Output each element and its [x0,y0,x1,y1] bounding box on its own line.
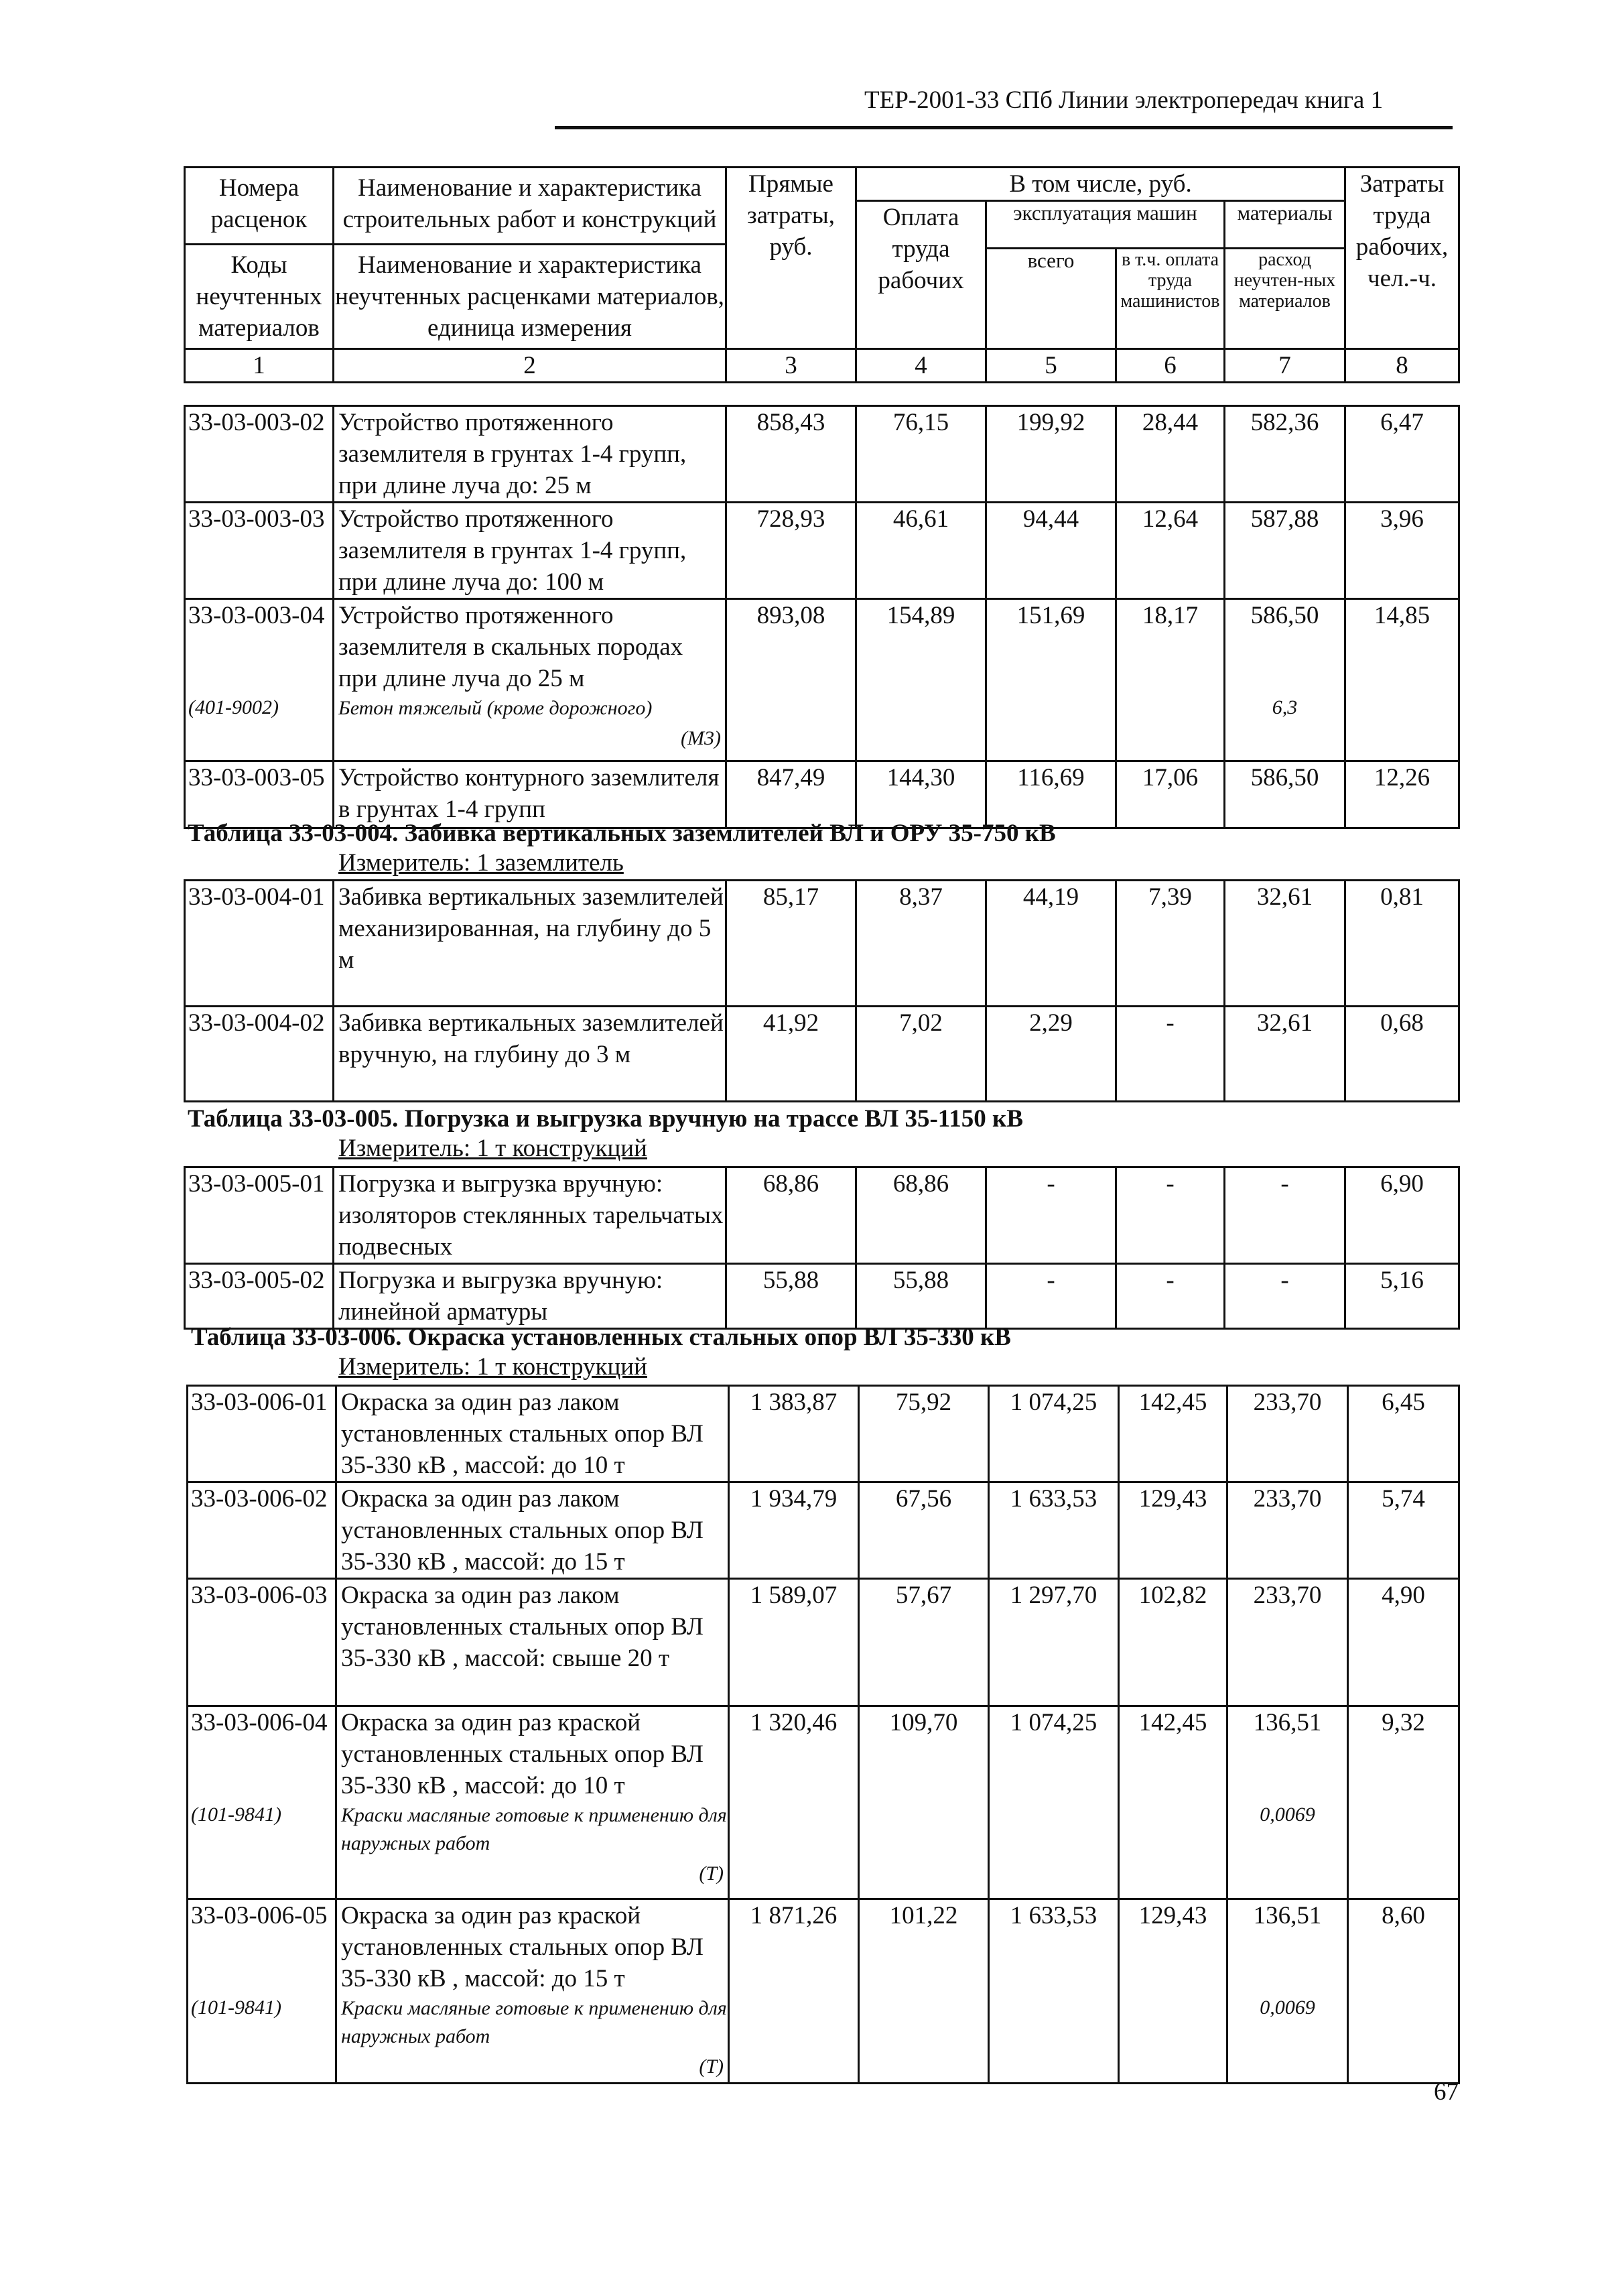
material-unit: (Т) [699,1862,724,1885]
rate-code: 33-03-006-02 [188,1482,336,1579]
col-header-materials: расход неучтен-ных материалов [1225,249,1345,349]
table-row [185,599,1459,761]
rate-code: 33-03-003-05 [185,761,334,828]
rate-name: Устройство протяженного заземлителя в грунтах 1-4 групп, при длине луча до: 25 м [334,406,726,503]
table-row [185,1007,1459,1102]
labor-cost: 55,88 [856,1264,986,1329]
table-row [185,1167,1459,1264]
rate-code: 33-03-004-01 [185,881,334,1007]
direct-cost: 41,92 [726,1007,856,1102]
col-header-machines-group: эксплуатация машин [986,201,1225,249]
table-title: Таблица 33-03-005. Погрузка и выгрузка вручную на трассе ВЛ 35-1150 кВ [188,1105,1024,1133]
machines-total: - [986,1167,1116,1264]
machines-labor: 142,45 [1119,1386,1227,1482]
table-title: Таблица 33-03-006. Окраска установленных стальных опор ВЛ 35-330 кВ [191,1324,1011,1351]
direct-cost: 68,86 [726,1167,856,1264]
materials-cost: 136,51 0,0069 [1227,1706,1348,1899]
table-meter: Измеритель: 1 заземлитель [338,849,624,877]
table-row [188,1706,1459,1899]
table-row [185,1264,1459,1329]
table-row [188,1386,1459,1482]
rate-name: Окраска за один раз краской установленных стальных опор ВЛ 35-330 кВ , массой: до 10 т Краски масляные готовые к применению для наружных работ (Т) [336,1706,729,1899]
machines-labor: - [1116,1167,1225,1264]
column-header-table [184,166,1460,383]
material-code: (401-9002) [188,696,279,718]
labor-cost: 109,70 [859,1706,989,1899]
header-rule [555,126,1453,129]
machines-labor: 17,06 [1116,761,1225,828]
machines-total: 1 074,25 [989,1386,1119,1482]
labor-hours: 12,26 [1345,761,1459,828]
machines-labor: 102,82 [1119,1579,1227,1706]
labor-hours: 6,45 [1348,1386,1459,1482]
direct-cost: 728,93 [726,503,856,599]
labor-hours: 14,85 [1345,599,1459,761]
rate-name: Окраска за один раз краской установленных стальных опор ВЛ 35-330 кВ , массой: до 15 т Краски масляные готовые к применению для наружных работ (Т) [336,1899,729,2084]
labor-cost: 68,86 [856,1167,986,1264]
labor-cost: 8,37 [856,881,986,1007]
machines-labor: 142,45 [1119,1706,1227,1899]
materials-cost: 233,70 [1227,1579,1348,1706]
labor-hours: 6,90 [1345,1167,1459,1264]
machines-total: 44,19 [986,881,1116,1007]
machines-total: 1 633,53 [989,1899,1119,2084]
material-qty: 0,0069 [1260,1996,1315,2019]
rate-name: Забивка вертикальных заземлителей вручную, на глубину до 3 м [334,1007,726,1102]
rates-table-003 [184,405,1460,829]
rate-code: 33-03-006-01 [188,1386,336,1482]
rate-name: Погрузка и выгрузка вручную: изоляторов стеклянных тарельчатых подвесных [334,1167,726,1264]
rate-code: 33-03-005-01 [185,1167,334,1264]
direct-cost: 85,17 [726,881,856,1007]
labor-cost: 7,02 [856,1007,986,1102]
machines-total: 1 074,25 [989,1706,1119,1899]
col-number: 4 [856,349,986,383]
rate-name: Окраска за один раз лаком установленных стальных опор ВЛ 35-330 кВ , массой: до 10 т [336,1386,729,1482]
machines-labor: 129,43 [1119,1899,1227,2084]
table-meter: Измеритель: 1 т конструкций [338,1353,647,1381]
materials-cost: 233,70 [1227,1386,1348,1482]
col-header-mach-total: всего [986,249,1116,349]
machines-labor: - [1116,1264,1225,1329]
rate-code: 33-03-006-04 (101-9841) [188,1706,336,1899]
table-row [185,761,1459,828]
material-name: Бетон тяжелый (кроме дорожного) [338,697,653,719]
materials-cost: 586,50 [1225,761,1345,828]
machines-labor: 129,43 [1119,1482,1227,1579]
labor-cost: 75,92 [859,1386,989,1482]
machines-total: 1 297,70 [989,1579,1119,1706]
col-header-labor: Оплата труда рабочих [856,201,986,349]
labor-hours: 5,74 [1348,1482,1459,1579]
rate-name: Устройство протяженного заземлителя в скальных породах при длине луча до 25 м Бетон тяжелый (кроме дорожного) (М3) [334,599,726,761]
col-header-name: Наименование и характеристика строительных работ и конструкций Наименование и характеристика неучтенных расценками материалов, единица измерения [334,168,726,349]
labor-cost: 101,22 [859,1899,989,2084]
labor-cost: 46,61 [856,503,986,599]
direct-cost: 1 871,26 [729,1899,859,2084]
machines-total: 116,69 [986,761,1116,828]
material-code: (101-9841) [191,1803,281,1826]
direct-cost: 858,43 [726,406,856,503]
material-unit: (Т) [699,2055,724,2078]
labor-hours: 6,47 [1345,406,1459,503]
labor-hours: 3,96 [1345,503,1459,599]
rate-code: 33-03-003-03 [185,503,334,599]
labor-cost: 67,56 [859,1482,989,1579]
materials-cost: 233,70 [1227,1482,1348,1579]
machines-labor: 12,64 [1116,503,1225,599]
materials-cost: 32,61 [1225,1007,1345,1102]
col-number: 7 [1225,349,1345,383]
rate-code: 33-03-006-03 [188,1579,336,1706]
table-row [188,1899,1459,2084]
labor-cost: 57,67 [859,1579,989,1706]
materials-cost: - [1225,1264,1345,1329]
machines-total: 94,44 [986,503,1116,599]
table-meter: Измеритель: 1 т конструкций [338,1135,647,1162]
labor-cost: 154,89 [856,599,986,761]
labor-cost: 76,15 [856,406,986,503]
direct-cost: 1 320,46 [729,1706,859,1899]
labor-hours: 5,16 [1345,1264,1459,1329]
table-row [188,1482,1459,1579]
labor-hours: 0,68 [1345,1007,1459,1102]
table-row [188,1579,1459,1706]
machines-labor: 7,39 [1116,881,1225,1007]
direct-cost: 1 934,79 [729,1482,859,1579]
material-qty: 6,3 [1272,696,1298,718]
rate-code: 33-03-003-04 (401-9002) [185,599,334,761]
col-number: 1 [185,349,334,383]
col-number: 3 [726,349,856,383]
rate-name: Забивка вертикальных заземлителей механизированная, на глубину до 5 м [334,881,726,1007]
machines-total: 151,69 [986,599,1116,761]
col-header-mach-labor: в т.ч. оплата труда машинистов [1116,249,1225,349]
col-header-materials-group: материалы [1225,201,1345,249]
rate-code: 33-03-006-05 (101-9841) [188,1899,336,2084]
col-number: 8 [1345,349,1459,383]
direct-cost: 847,49 [726,761,856,828]
material-code: (101-9841) [191,1996,281,2019]
rates-table-006 [186,1385,1460,2084]
machines-labor: 28,44 [1116,406,1225,503]
rate-name: Устройство контурного заземлителя в грунтах 1-4 групп [334,761,726,828]
rates-table-005 [184,1166,1460,1330]
direct-cost: 893,08 [726,599,856,761]
col-number: 2 [334,349,726,383]
table-row [185,406,1459,503]
col-header-hours: Затраты труда рабочих, чел.-ч. [1345,168,1459,349]
col-number: 6 [1116,349,1225,383]
machines-total: - [986,1264,1116,1329]
table-row [185,881,1459,1007]
direct-cost: 1 589,07 [729,1579,859,1706]
direct-cost: 1 383,87 [729,1386,859,1482]
material-unit: (М3) [681,727,721,749]
labor-hours: 8,60 [1348,1899,1459,2084]
materials-cost: 136,51 0,0069 [1227,1899,1348,2084]
material-qty: 0,0069 [1260,1803,1315,1826]
table-title: Таблица 33-03-004. Забивка вертикальных заземлителей ВЛ и ОРУ 35-750 кВ [188,820,1056,847]
col-number: 5 [986,349,1116,383]
direct-cost: 55,88 [726,1264,856,1329]
rate-name: Окраска за один раз лаком установленных стальных опор ВЛ 35-330 кВ , массой: до 15 т [336,1482,729,1579]
col-header-codes: Номера расценок Коды неучтенных материалов [185,168,334,349]
rate-name: Окраска за один раз лаком установленных стальных опор ВЛ 35-330 кВ , массой: свыше 20 т [336,1579,729,1706]
rates-table-004 [184,879,1460,1102]
machines-total: 2,29 [986,1007,1116,1102]
machines-total: 199,92 [986,406,1116,503]
labor-hours: 4,90 [1348,1579,1459,1706]
machines-total: 1 633,53 [989,1482,1119,1579]
labor-hours: 0,81 [1345,881,1459,1007]
materials-cost: - [1225,1167,1345,1264]
rate-code: 33-03-004-02 [185,1007,334,1102]
machines-labor: - [1116,1007,1225,1102]
rate-name: Устройство протяженного заземлителя в грунтах 1-4 групп, при длине луча до: 100 м [334,503,726,599]
materials-cost: 587,88 [1225,503,1345,599]
materials-cost: 32,61 [1225,881,1345,1007]
running-header: ТЕР-2001-33 СПб Линии электропередач книга 1 [864,86,1384,114]
rate-code: 33-03-003-02 [185,406,334,503]
materials-cost: 582,36 [1225,406,1345,503]
table-row [185,503,1459,599]
material-name: Краски масляные готовые к применению для наружных работ [341,1997,727,2047]
material-name: Краски масляные готовые к применению для наружных работ [341,1804,727,1854]
col-header-incl-group: В том числе, руб. [856,168,1345,201]
rate-code: 33-03-005-02 [185,1264,334,1329]
labor-hours: 9,32 [1348,1706,1459,1899]
labor-cost: 144,30 [856,761,986,828]
col-header-direct: Прямые затраты, руб. [726,168,856,349]
machines-labor: 18,17 [1116,599,1225,761]
rate-name: Погрузка и выгрузка вручную: линейной арматуры [334,1264,726,1329]
materials-cost: 586,50 6,3 [1225,599,1345,761]
page-number: 67 [1434,2078,1459,2106]
